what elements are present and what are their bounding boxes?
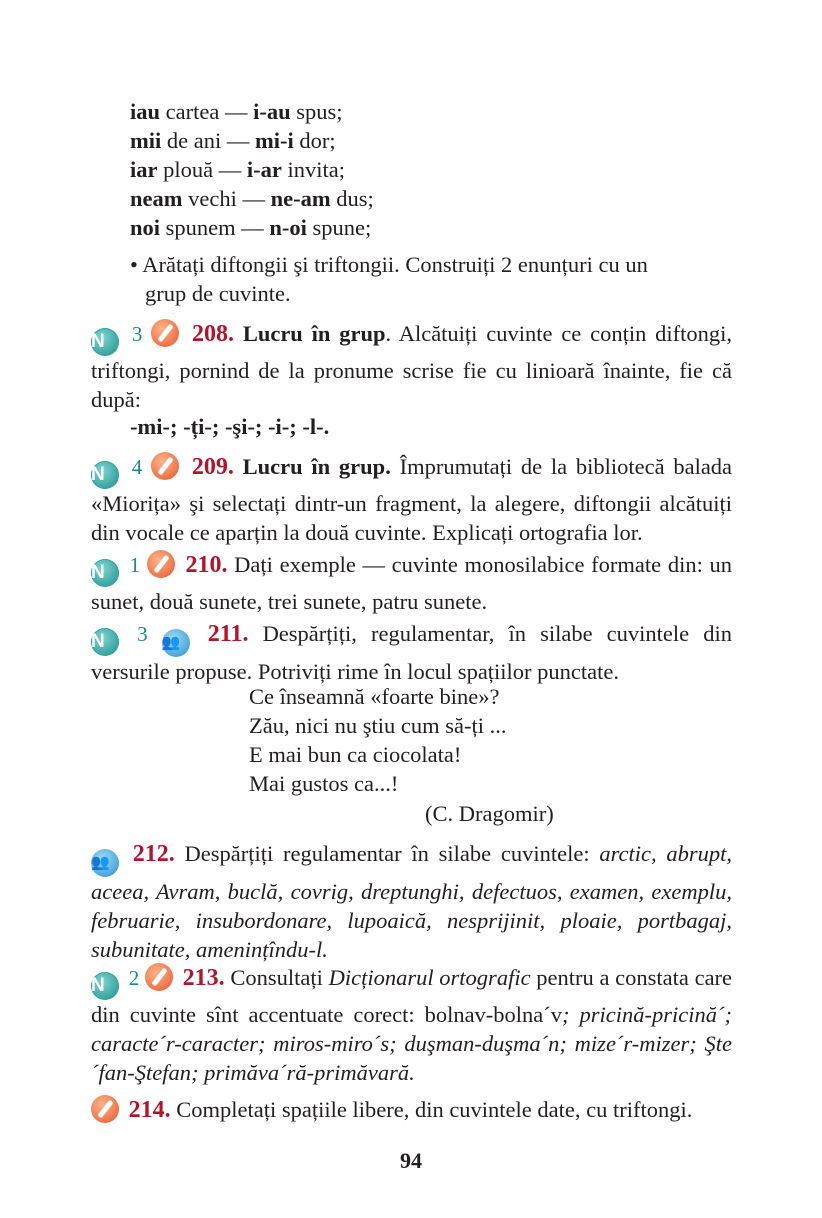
exercise-text: . Alcătuiți cuvinte ce conțin diftongi, triftongi, pornind de la pronume scrise fie cu linioară înainte, fie că după: [91, 321, 733, 412]
exercise-208 [91, 319, 732, 414]
page-number: 94 [400, 1148, 422, 1173]
dictionary-title: Dicționarul ortografic [328, 965, 531, 990]
word-pair-3: iar plouă — i-ar invita; [130, 157, 345, 182]
pencil-icon [91, 1095, 119, 1123]
exercise-208-forms: -mi-; -ți-; -şi-; -i-; -l-. [130, 414, 330, 439]
bullet-mark: • [130, 252, 138, 277]
exercise-text: Despărțiți regulamentar în silabe cuvintele: [174, 841, 600, 866]
pencil-icon [147, 550, 175, 578]
exercise-text: Completați spațiile libere, din cuvintele date, cu triftongi. [170, 1097, 693, 1122]
level-n-icon: N [91, 972, 119, 1000]
exercise-title: Lucru în grup. [242, 454, 391, 479]
pencil-icon [151, 452, 179, 480]
level-number: 4 [131, 455, 143, 479]
exercise-number: 212. [132, 841, 175, 867]
exercise-number: 211. [207, 621, 249, 647]
exercise-number: 209. [191, 454, 234, 480]
poem-line-4: Mai gustos ca...! [249, 771, 399, 796]
exercise-number: 210. [185, 552, 228, 578]
word-pair-1: iau cartea — i-au spus; [130, 99, 343, 124]
exercise-213: N 2 213. Consultați Dicționarul ortografic pentru a constata care din cuvinte sînt accentuate corect: bolnav-bolna´v; pricină-pricină´; caracte´r-caracter; miros-miro´s; duşman-duşma´n; mize´r-mizer; Şte´fan-Ştefan; primăva´ră-primăvară. [91, 965, 733, 1085]
word-pair-2: mii de ani — mi-i dor; [130, 128, 336, 153]
poem-line-3: E mai bun ca ciocolata! [249, 742, 462, 767]
poem-author: (C. Dragomir) [425, 801, 554, 826]
bullet-line-2: grup de cuvinte. [145, 281, 291, 306]
exercise-214 [91, 1095, 732, 1125]
exercise-words: arctic, abrupt, aceea, Avram, buclă, covrig, dreptunghi, defectuos, examen, exemplu, februarie, insubordonare, lupoaică, nesprijinit, ploaie, portbagaj, subunitate, amenințîndu-l. [91, 841, 733, 962]
level-number: 3 [137, 622, 148, 646]
exercise-words: ; pricină-pricină´; caracte´r-caracter; miros-miro´s; duşman-duşma´n; mize´r-mizer; Şte´fan-Ştefan; primăva´ră-primăvară. [91, 1002, 732, 1085]
exercise-212 [91, 839, 732, 964]
exercise-number: 213. [182, 965, 225, 991]
exercise-title: Lucru în grup [242, 321, 386, 346]
word-pair-5: noi spunem — n-oi spune; [130, 215, 372, 240]
exercise-text: Împrumutați de la bibliotecă balada «Miorița» şi selectați dintr-un fragment, la alegere, diftongii alcătuiți din vocale ce aparțin la două cuvinte. Explicați ortografia lor. [91, 454, 733, 545]
level-number: 3 [131, 322, 143, 346]
exercise-number: 214. [128, 1097, 171, 1123]
exercise-209 [91, 452, 732, 547]
level-number: 2 [128, 966, 140, 990]
poem-line-2: Zău, nici nu ştiu cum să-ți ... [249, 713, 507, 738]
level-n-icon: N [91, 559, 119, 587]
word-pair-4: neam vechi — ne-am dus; [130, 186, 374, 211]
pencil-icon [151, 319, 179, 347]
group-work-icon: 👥 [162, 629, 190, 657]
exercise-number: 208. [191, 321, 234, 347]
bullet-line-1: • Arătați diftongii şi triftongii. Construiți 2 enunțuri cu un [130, 252, 648, 277]
exercise-text: Dați exemple — cuvinte monosilabice formate din: un sunet, două sunete, trei sunete, patru sunete. [91, 552, 732, 614]
level-n-icon: N [91, 628, 119, 656]
exercise-text: Despărțiți, regulamentar, în silabe cuvintele din versurile propuse. Potriviți rime în locul spațiilor punctate. [91, 621, 732, 684]
level-n-icon: N [91, 328, 119, 356]
group-work-icon: 👥 [91, 849, 119, 877]
pencil-icon [145, 963, 173, 991]
level-number: 1 [129, 553, 141, 577]
exercise-211 [91, 619, 732, 686]
exercise-210 [91, 550, 732, 616]
poem-line-1: Ce înseamnă «foarte bine»? [249, 684, 500, 709]
level-n-icon: N [91, 461, 119, 489]
